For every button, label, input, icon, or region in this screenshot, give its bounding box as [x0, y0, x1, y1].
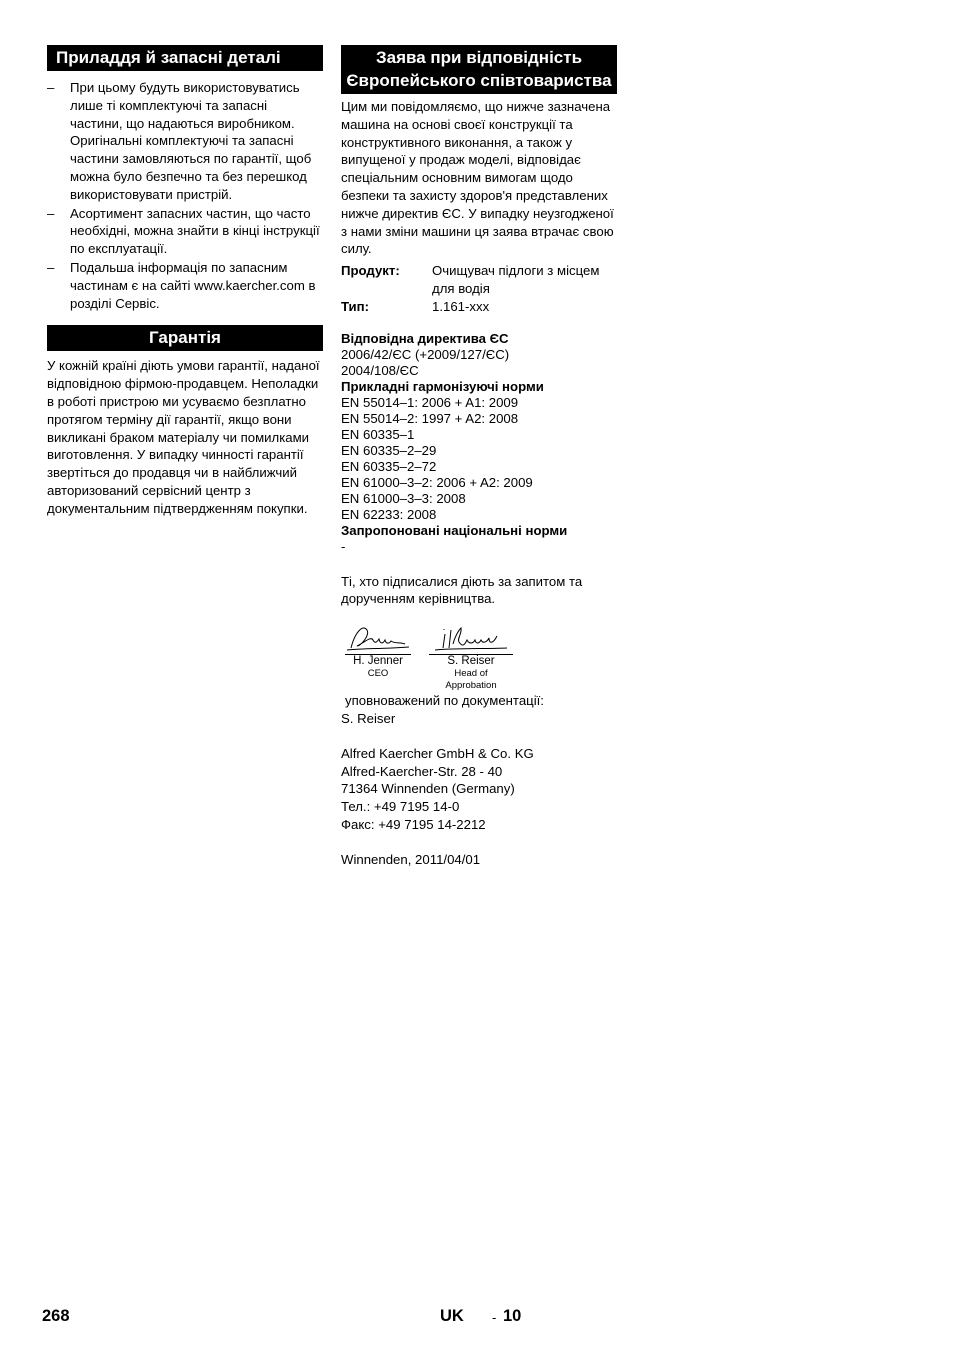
company-address: [341, 745, 617, 834]
accessories-heading: Приладдя й запасні деталі: [47, 45, 323, 71]
list-item: [47, 259, 323, 312]
harmonized-norm: EN 61000–3–2: 2006 + A2: 2009: [341, 474, 533, 490]
page-number: 268: [42, 1307, 70, 1325]
handwritten-signature-icon: [345, 622, 411, 654]
product-label: Продукт:: [341, 263, 400, 279]
accessories-list: [47, 79, 323, 312]
dash-marker: –: [47, 205, 55, 221]
signature-name: H. Jenner: [345, 654, 411, 668]
list-item: [47, 205, 323, 258]
signature-role: Head of Approbation: [445, 668, 497, 692]
product-spec: [341, 262, 617, 315]
product-value: Очищувач підлоги з місцем для водія: [432, 263, 600, 296]
language-code: UK: [440, 1307, 464, 1325]
directive-line: 2006/42/ЄС (+2009/127/ЄС): [341, 346, 510, 362]
authorized-name: S. Reiser: [341, 710, 396, 726]
type-value: 1.161-xxx: [432, 298, 490, 314]
declaration-intro: Цим ми повідомляємо, що нижче зазначена машина на основі своєї конструкції та конструктивного виконання, а також у випущеної у продаж моделі, відповідає спеціальним основним вимогам щодо безпеки та захисту здоров'я представлених нижче директив ЄС. У випадку неузгодженої з нами зміни машини ця заява втрачає свою силу.: [341, 99, 614, 257]
section-page-number: 10: [503, 1307, 522, 1325]
norms-block: [341, 331, 617, 555]
place-date: Winnenden, 2011/04/01: [341, 851, 481, 867]
national-title: Запропоновані національні норми: [341, 522, 568, 538]
left-column: [47, 45, 323, 518]
list-item-text: Асортимент запасних частин, що часто необхідні, можна знайти в кінці інструкції по експлуатації.: [70, 205, 320, 257]
signatories-text: Ті, хто підписалися діють за запитом та дорученням керівництва.: [341, 573, 583, 607]
address-line: Alfred-Kaercher-Str. 28 - 40: [341, 763, 503, 779]
harmonized-norm: EN 55014–1: 2006 + A1: 2009: [341, 394, 519, 410]
type-label: Тип:: [341, 298, 370, 314]
product-row: [341, 262, 617, 298]
harmonized-norm: EN 60335–1: [341, 426, 415, 442]
harmonized-norm: EN 61000–3–3: 2008: [341, 490, 466, 506]
signature-block: [341, 622, 617, 692]
directive-title: Відповідна директива ЄС: [341, 330, 509, 346]
address-line: Тел.: +49 7195 14-0: [341, 799, 460, 815]
address-line: Alfred Kaercher GmbH & Co. KG: [341, 745, 534, 761]
directive-line: 2004/108/ЄС: [341, 362, 419, 378]
right-column: [341, 45, 617, 869]
signature-reiser: [429, 622, 513, 692]
address-line: 71364 Winnenden (Germany): [341, 781, 515, 797]
dash-marker: –: [47, 80, 55, 95]
list-item-text: При цьому будуть використовуватись лише ті комплектуючі та запасні частини, що надаються виробником. Оригінальні комплектуючі та запасні частини замовляються по гарантії, щоб можна було безпечно та без перешкод використовувати пристрій.: [70, 80, 312, 202]
footer-dash: -: [492, 1310, 497, 1325]
list-item-text: Подальша інформація по запасним частинам є на сайті www.kaercher.com в розділі Сервіс.: [70, 259, 316, 311]
harmonized-norm: EN 60335–2–72: [341, 458, 437, 474]
type-row: [341, 298, 617, 316]
address-line: Факс: +49 7195 14-2212: [341, 816, 486, 832]
harmonized-norm: EN 60335–2–29: [341, 442, 437, 458]
harmonized-norm: EN 62233: 2008: [341, 506, 437, 522]
harmonized-title: Прикладні гармонізуючі норми: [341, 378, 544, 394]
national-value: -: [341, 538, 346, 554]
signature-name: S. Reiser: [429, 654, 513, 668]
handwritten-signature-icon: [429, 622, 513, 654]
authorized-label: уповноважений по документації:: [345, 693, 544, 709]
harmonized-norm: EN 55014–2: 1997 + A2: 2008: [341, 410, 519, 426]
signature-role: CEO: [367, 668, 389, 680]
signature-jenner: [345, 622, 411, 680]
list-item: [47, 79, 323, 204]
dash-marker: –: [47, 259, 55, 275]
ec-declaration-heading: Заява при відповідність Європейського співтовариства: [341, 45, 617, 94]
warranty-heading: Гарантія: [47, 325, 323, 351]
warranty-text: У кожній країні діють умови гарантії, наданої відповідною фірмою-продавцем. Неполадки в роботі пристрою ми усуваємо безплатно протягом терміну дії гарантії, якщо вони викликані браком матеріалу чи помилками виготовлення. У випадку чинності гарантії звертіться до продавця чи в найближчий авторизований сервісний центр з документальним підтвердженням покупки.: [47, 358, 320, 516]
